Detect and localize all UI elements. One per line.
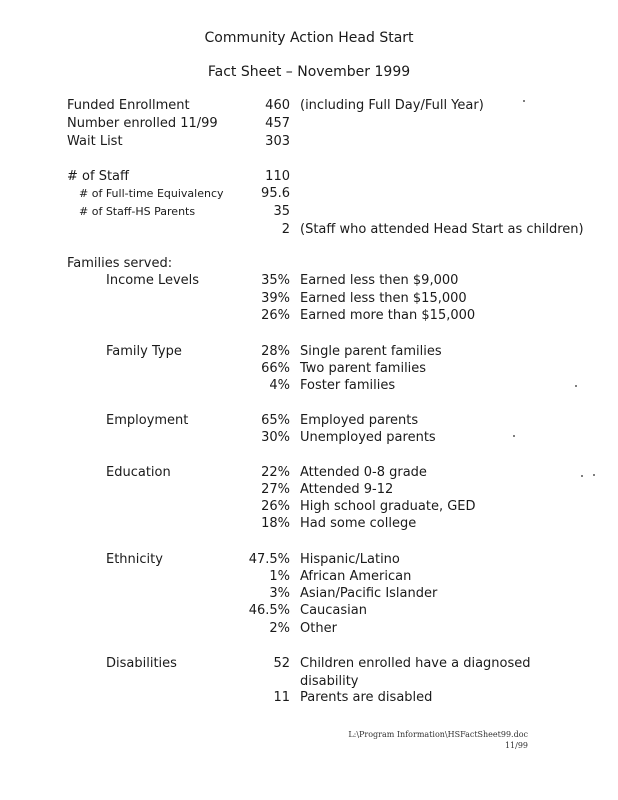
row-value: 457 <box>265 116 290 131</box>
employment-row <box>0 412 618 430</box>
row-value: 39% <box>261 291 290 306</box>
category-label: Income Levels <box>106 273 200 288</box>
education-row <box>0 515 618 533</box>
row-value: 18% <box>261 516 290 531</box>
row-value: 26% <box>261 499 290 514</box>
family-type-row <box>0 360 618 378</box>
row-desc: Two parent families <box>300 361 427 376</box>
ethnicity-row <box>0 620 618 638</box>
disabilities-row <box>0 689 618 707</box>
row-desc: Had some college <box>300 516 417 531</box>
row-value: 303 <box>265 134 290 149</box>
row-desc: Asian/Pacific Islander <box>300 586 438 601</box>
scan-speck <box>593 474 595 476</box>
category-label: Education <box>106 465 171 480</box>
ethnicity-row <box>0 551 618 569</box>
ethnicity-row <box>0 585 618 603</box>
row-value: 66% <box>261 361 290 376</box>
row-desc: African American <box>300 569 412 584</box>
education-row <box>0 481 618 499</box>
row-value: 2% <box>269 621 290 636</box>
ethnicity-row <box>0 568 618 586</box>
row-value: 2 <box>281 222 290 237</box>
row-desc: Earned less then $15,000 <box>300 291 467 306</box>
row-desc: High school graduate, GED <box>300 499 476 514</box>
scan-speck <box>523 100 525 102</box>
row-desc: Parents are disabled <box>300 690 433 705</box>
row-desc: Foster families <box>300 378 396 393</box>
row-desc: Unemployed parents <box>300 430 436 445</box>
row-desc: Attended 9-12 <box>300 482 394 497</box>
education-row <box>0 464 618 482</box>
family-type-row <box>0 377 618 395</box>
row-note: (including Full Day/Full Year) <box>300 98 484 113</box>
row-value: 28% <box>261 344 290 359</box>
row-value: 30% <box>261 430 290 445</box>
enrollment-row <box>0 97 618 115</box>
scan-speck <box>581 475 583 477</box>
row-value: 1% <box>269 569 290 584</box>
row-label: Number enrolled 11/99 <box>67 116 218 131</box>
row-value: 22% <box>261 465 290 480</box>
row-value: 3% <box>269 586 290 601</box>
row-desc: Employed parents <box>300 413 419 428</box>
document-title: Community Action Head Start <box>204 30 414 46</box>
employment-row <box>0 429 618 447</box>
staff-row <box>0 221 618 239</box>
scan-speck <box>513 435 515 437</box>
category-label: Ethnicity <box>106 552 163 567</box>
income-row <box>0 290 618 308</box>
row-value: 35% <box>261 273 290 288</box>
row-value: 35 <box>273 204 290 219</box>
row-desc: Caucasian <box>300 603 367 618</box>
row-label: Funded Enrollment <box>67 98 190 113</box>
row-value: 26% <box>261 308 290 323</box>
row-value: 46.5% <box>248 603 290 618</box>
row-desc: Attended 0-8 grade <box>300 465 427 480</box>
enrollment-row <box>0 115 618 133</box>
enrollment-row <box>0 133 618 151</box>
category-label: Employment <box>106 413 189 428</box>
row-desc: Children enrolled have a diagnosed disability <box>300 656 531 689</box>
row-value: 95.6 <box>261 186 290 201</box>
staff-row <box>0 203 618 221</box>
row-value: 460 <box>265 98 290 113</box>
row-desc: Single parent families <box>300 344 442 359</box>
category-label: Disabilities <box>106 656 177 671</box>
footer-date: 11/99 <box>504 741 528 750</box>
income-row <box>0 307 618 325</box>
row-value: 65% <box>261 413 290 428</box>
disabilities-row <box>0 655 618 691</box>
row-value: 110 <box>265 169 290 184</box>
document-subtitle: Fact Sheet – November 1999 <box>207 64 411 80</box>
families-heading: Families served: <box>67 256 173 271</box>
row-desc: Hispanic/Latino <box>300 552 400 567</box>
ethnicity-row <box>0 602 618 620</box>
row-label: # of Staff-HS Parents <box>79 205 196 218</box>
row-desc: Earned less then $9,000 <box>300 273 459 288</box>
row-value: 11 <box>273 690 290 705</box>
staff-row <box>0 168 618 186</box>
scan-speck <box>575 385 577 387</box>
footer-file-path: L:\Program Information\HSFactSheet99.doc <box>348 730 528 739</box>
row-label: # of Full-time Equivalency <box>79 187 224 200</box>
row-value: 27% <box>261 482 290 497</box>
category-label: Family Type <box>106 344 182 359</box>
education-row <box>0 498 618 516</box>
row-value: 4% <box>269 378 290 393</box>
family-type-row <box>0 343 618 361</box>
row-value: 47.5% <box>248 552 290 567</box>
row-desc: Earned more than $15,000 <box>300 308 476 323</box>
staff-row <box>0 185 618 203</box>
row-value: 52 <box>273 656 290 671</box>
income-row <box>0 272 618 290</box>
row-label: Wait List <box>67 134 123 149</box>
row-note: (Staff who attended Head Start as children) <box>300 222 584 237</box>
row-desc: Other <box>300 621 337 636</box>
families-heading-row <box>0 255 618 273</box>
row-label: # of Staff <box>67 169 129 184</box>
